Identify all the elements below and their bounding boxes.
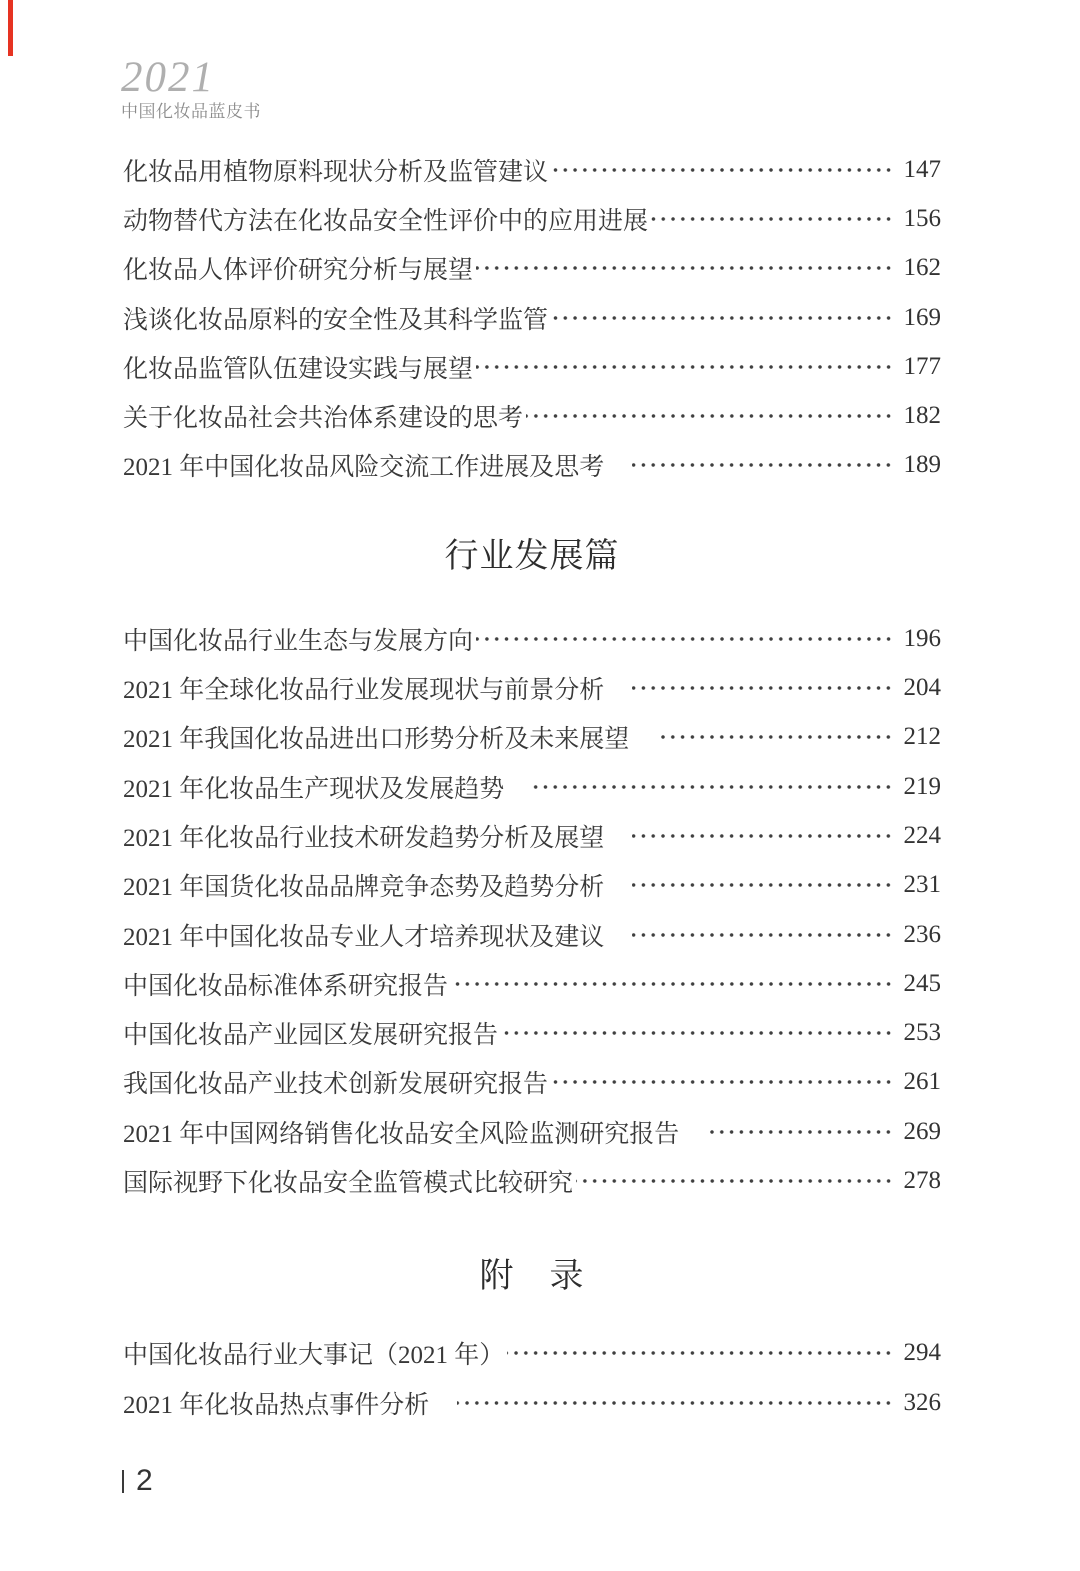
toc-main xyxy=(123,145,941,1427)
toc-entry[interactable] xyxy=(123,861,941,910)
entry-title: 2021 年化妆品生产现状及发展趋势 xyxy=(123,775,530,803)
toc-entry[interactable] xyxy=(123,1058,941,1107)
entry-page-number: 231 xyxy=(903,871,941,899)
dot-leader xyxy=(551,145,893,194)
entry-title: 我国化妆品产业技术创新发展研究报告 xyxy=(123,1071,549,1099)
entry-title: 中国化妆品产业园区发展研究报告 xyxy=(123,1022,499,1050)
entry-page-number: 177 xyxy=(903,352,941,380)
page-footer xyxy=(122,1466,153,1496)
entry-title: 2021 年中国化妆品风险交流工作进展及思考 xyxy=(123,454,630,482)
entry-page-number: 269 xyxy=(903,1117,941,1145)
dot-leader xyxy=(707,1107,893,1156)
entry-page-number: 196 xyxy=(903,624,941,652)
dot-leader xyxy=(457,1378,893,1427)
entry-title: 中国化妆品行业大事记（2021 年） xyxy=(123,1342,505,1370)
toc-entry[interactable] xyxy=(123,342,941,391)
toc-section-front xyxy=(123,145,941,490)
section-heading-appendix: 附 录 xyxy=(479,1256,585,1295)
dot-leader xyxy=(476,614,893,663)
entry-title: 2021 年国货化妆品品牌竞争态势及趋势分析 xyxy=(123,874,630,902)
entry-page-number: 204 xyxy=(903,674,941,702)
toc-entry[interactable] xyxy=(123,441,941,490)
entry-page-number: 253 xyxy=(903,1019,941,1047)
entry-page-number: 189 xyxy=(903,451,941,479)
entry-title: 2021 年化妆品行业技术研发趋势分析及展望 xyxy=(123,824,630,852)
dot-leader xyxy=(632,861,893,910)
toc-entry[interactable] xyxy=(123,910,941,959)
edition-year-label: 2021 xyxy=(121,54,215,101)
entry-title: 2021 年全球化妆品行业发展现状与前景分析 xyxy=(123,677,630,705)
dot-leader xyxy=(526,391,893,440)
toc-entry[interactable] xyxy=(123,194,941,243)
entry-title: 化妆品监管队伍建设实践与展望 xyxy=(123,355,474,383)
entry-title: 中国化妆品行业生态与发展方向 xyxy=(123,627,474,655)
toc-entry[interactable] xyxy=(123,959,941,1008)
toc-entry[interactable] xyxy=(123,391,941,440)
entry-title: 中国化妆品标准体系研究报告 xyxy=(123,972,449,1000)
toc-entry[interactable] xyxy=(123,1008,941,1057)
entry-page-number: 182 xyxy=(903,402,941,430)
entry-page-number: 326 xyxy=(903,1388,941,1416)
toc-entry[interactable] xyxy=(123,293,941,342)
toc-entry[interactable] xyxy=(123,244,941,293)
entry-page-number: 162 xyxy=(903,254,941,282)
dot-leader xyxy=(551,293,893,342)
dot-leader xyxy=(532,762,893,811)
dot-leader xyxy=(476,244,893,293)
dot-leader xyxy=(576,1156,893,1205)
dot-leader xyxy=(551,1058,893,1107)
page-header xyxy=(121,54,261,121)
entry-title: 化妆品用植物原料现状分析及监管建议 xyxy=(123,158,549,186)
toc-entry[interactable] xyxy=(123,1329,941,1378)
entry-title: 2021 年化妆品热点事件分析 xyxy=(123,1391,455,1419)
entry-title: 国际视野下化妆品安全监管模式比较研究 xyxy=(123,1169,574,1197)
entry-page-number: 236 xyxy=(903,920,941,948)
book-title-label: 中国化妆品蓝皮书 xyxy=(121,102,261,121)
dot-leader xyxy=(632,441,893,490)
entry-page-number: 261 xyxy=(903,1068,941,1096)
entry-title: 关于化妆品社会共治体系建设的思考 xyxy=(123,405,524,433)
entry-page-number: 147 xyxy=(903,155,941,183)
entry-page-number: 169 xyxy=(903,303,941,331)
entry-title: 化妆品人体评价研究分析与展望 xyxy=(123,257,474,285)
toc-entry[interactable] xyxy=(123,1156,941,1205)
toc-entry[interactable] xyxy=(123,663,941,712)
toc-section-industry xyxy=(123,532,941,1206)
entry-title: 2021 年中国化妆品专业人才培养现状及建议 xyxy=(123,923,630,951)
toc-entry[interactable] xyxy=(123,145,941,194)
entry-page-number: 219 xyxy=(903,772,941,800)
entry-title: 动物替代方法在化妆品安全性评价中的应用进展 xyxy=(123,207,649,235)
entry-title: 2021 年中国网络销售化妆品安全风险监测研究报告 xyxy=(123,1120,705,1148)
entry-page-number: 224 xyxy=(903,821,941,849)
dot-leader xyxy=(476,342,893,391)
toc-entry[interactable] xyxy=(123,713,941,762)
toc-entry[interactable] xyxy=(123,614,941,663)
footer-page-number: 2 xyxy=(136,1464,153,1497)
dot-leader xyxy=(451,959,893,1008)
entry-page-number: 245 xyxy=(903,969,941,997)
dot-leader xyxy=(632,910,893,959)
toc-entry[interactable] xyxy=(123,1107,941,1156)
dot-leader xyxy=(507,1329,893,1378)
toc-entry[interactable] xyxy=(123,1378,941,1427)
entry-page-number: 156 xyxy=(903,204,941,232)
entry-page-number: 278 xyxy=(903,1166,941,1194)
entry-title: 浅谈化妆品原料的安全性及其科学监管 xyxy=(123,306,549,334)
dot-leader xyxy=(657,713,893,762)
entry-page-number: 212 xyxy=(903,723,941,751)
dot-leader xyxy=(632,811,893,860)
red-caret-mark xyxy=(8,0,13,56)
entry-page-number: 294 xyxy=(903,1339,941,1367)
section-heading-industry: 行业发展篇 xyxy=(444,537,620,576)
footer-divider-bar xyxy=(122,1470,124,1493)
dot-leader xyxy=(501,1008,893,1057)
dot-leader xyxy=(651,194,893,243)
toc-entry[interactable] xyxy=(123,811,941,860)
entry-title: 2021 年我国化妆品进出口形势分析及未来展望 xyxy=(123,726,655,754)
toc-section-appendix xyxy=(123,1252,941,1428)
dot-leader xyxy=(632,663,893,712)
toc-entry[interactable] xyxy=(123,762,941,811)
